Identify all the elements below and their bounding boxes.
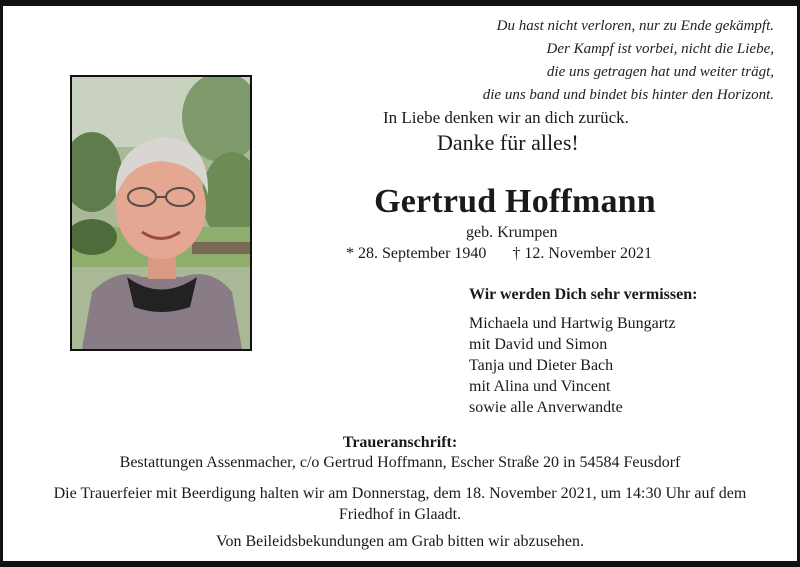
poem-line: Der Kampf ist vorbei, nicht die Liebe, bbox=[546, 41, 774, 57]
address-label: Traueranschrift: bbox=[342, 434, 458, 451]
mourners-list bbox=[469, 313, 676, 418]
address-text: Bestattungen Assenmacher, c/o Gertrud Hoffmann, Escher Straße 20 in 54584 Feusdorf bbox=[119, 454, 681, 471]
mourner-line: mit David und Simon bbox=[469, 336, 608, 353]
birth-date: * 28. September 1940 bbox=[346, 245, 487, 262]
poem bbox=[483, 15, 774, 107]
thanks-line: Danke für alles! bbox=[437, 130, 579, 155]
poem-line: die uns getragen hat und weiter trägt, bbox=[546, 64, 774, 80]
poem-line: die uns band und bindet bis hinter den Horizont. bbox=[482, 87, 774, 103]
deceased-name: Gertrud Hoffmann bbox=[374, 183, 656, 220]
service-info: Die Trauerfeier mit Beerdigung halten wir am Donnerstag, dem 18. November 2021, um 14:30 Uhr auf dem Friedhof in Glaadt. bbox=[53, 485, 747, 523]
maiden-name: geb. Krumpen bbox=[466, 224, 558, 241]
life-dates bbox=[346, 245, 652, 263]
mourner-line: mit Alina und Vincent bbox=[469, 378, 611, 395]
mourners-heading: Wir werden Dich sehr vermissen: bbox=[469, 286, 698, 303]
mourner-line: Michaela und Hartwig Bungartz bbox=[469, 315, 676, 332]
condolence-note: Von Beileidsbekundungen am Grab bitten wir abzusehen. bbox=[215, 533, 585, 550]
poem-line: Du hast nicht verloren, nur zu Ende gekämpft. bbox=[496, 18, 774, 34]
mourner-line: sowie alle Anverwandte bbox=[469, 399, 623, 416]
remembrance-line: In Liebe denken wir an dich zurück. bbox=[383, 108, 629, 127]
death-date: † 12. November 2021 bbox=[512, 245, 652, 262]
mourner-line: Tanja und Dieter Bach bbox=[469, 357, 614, 374]
